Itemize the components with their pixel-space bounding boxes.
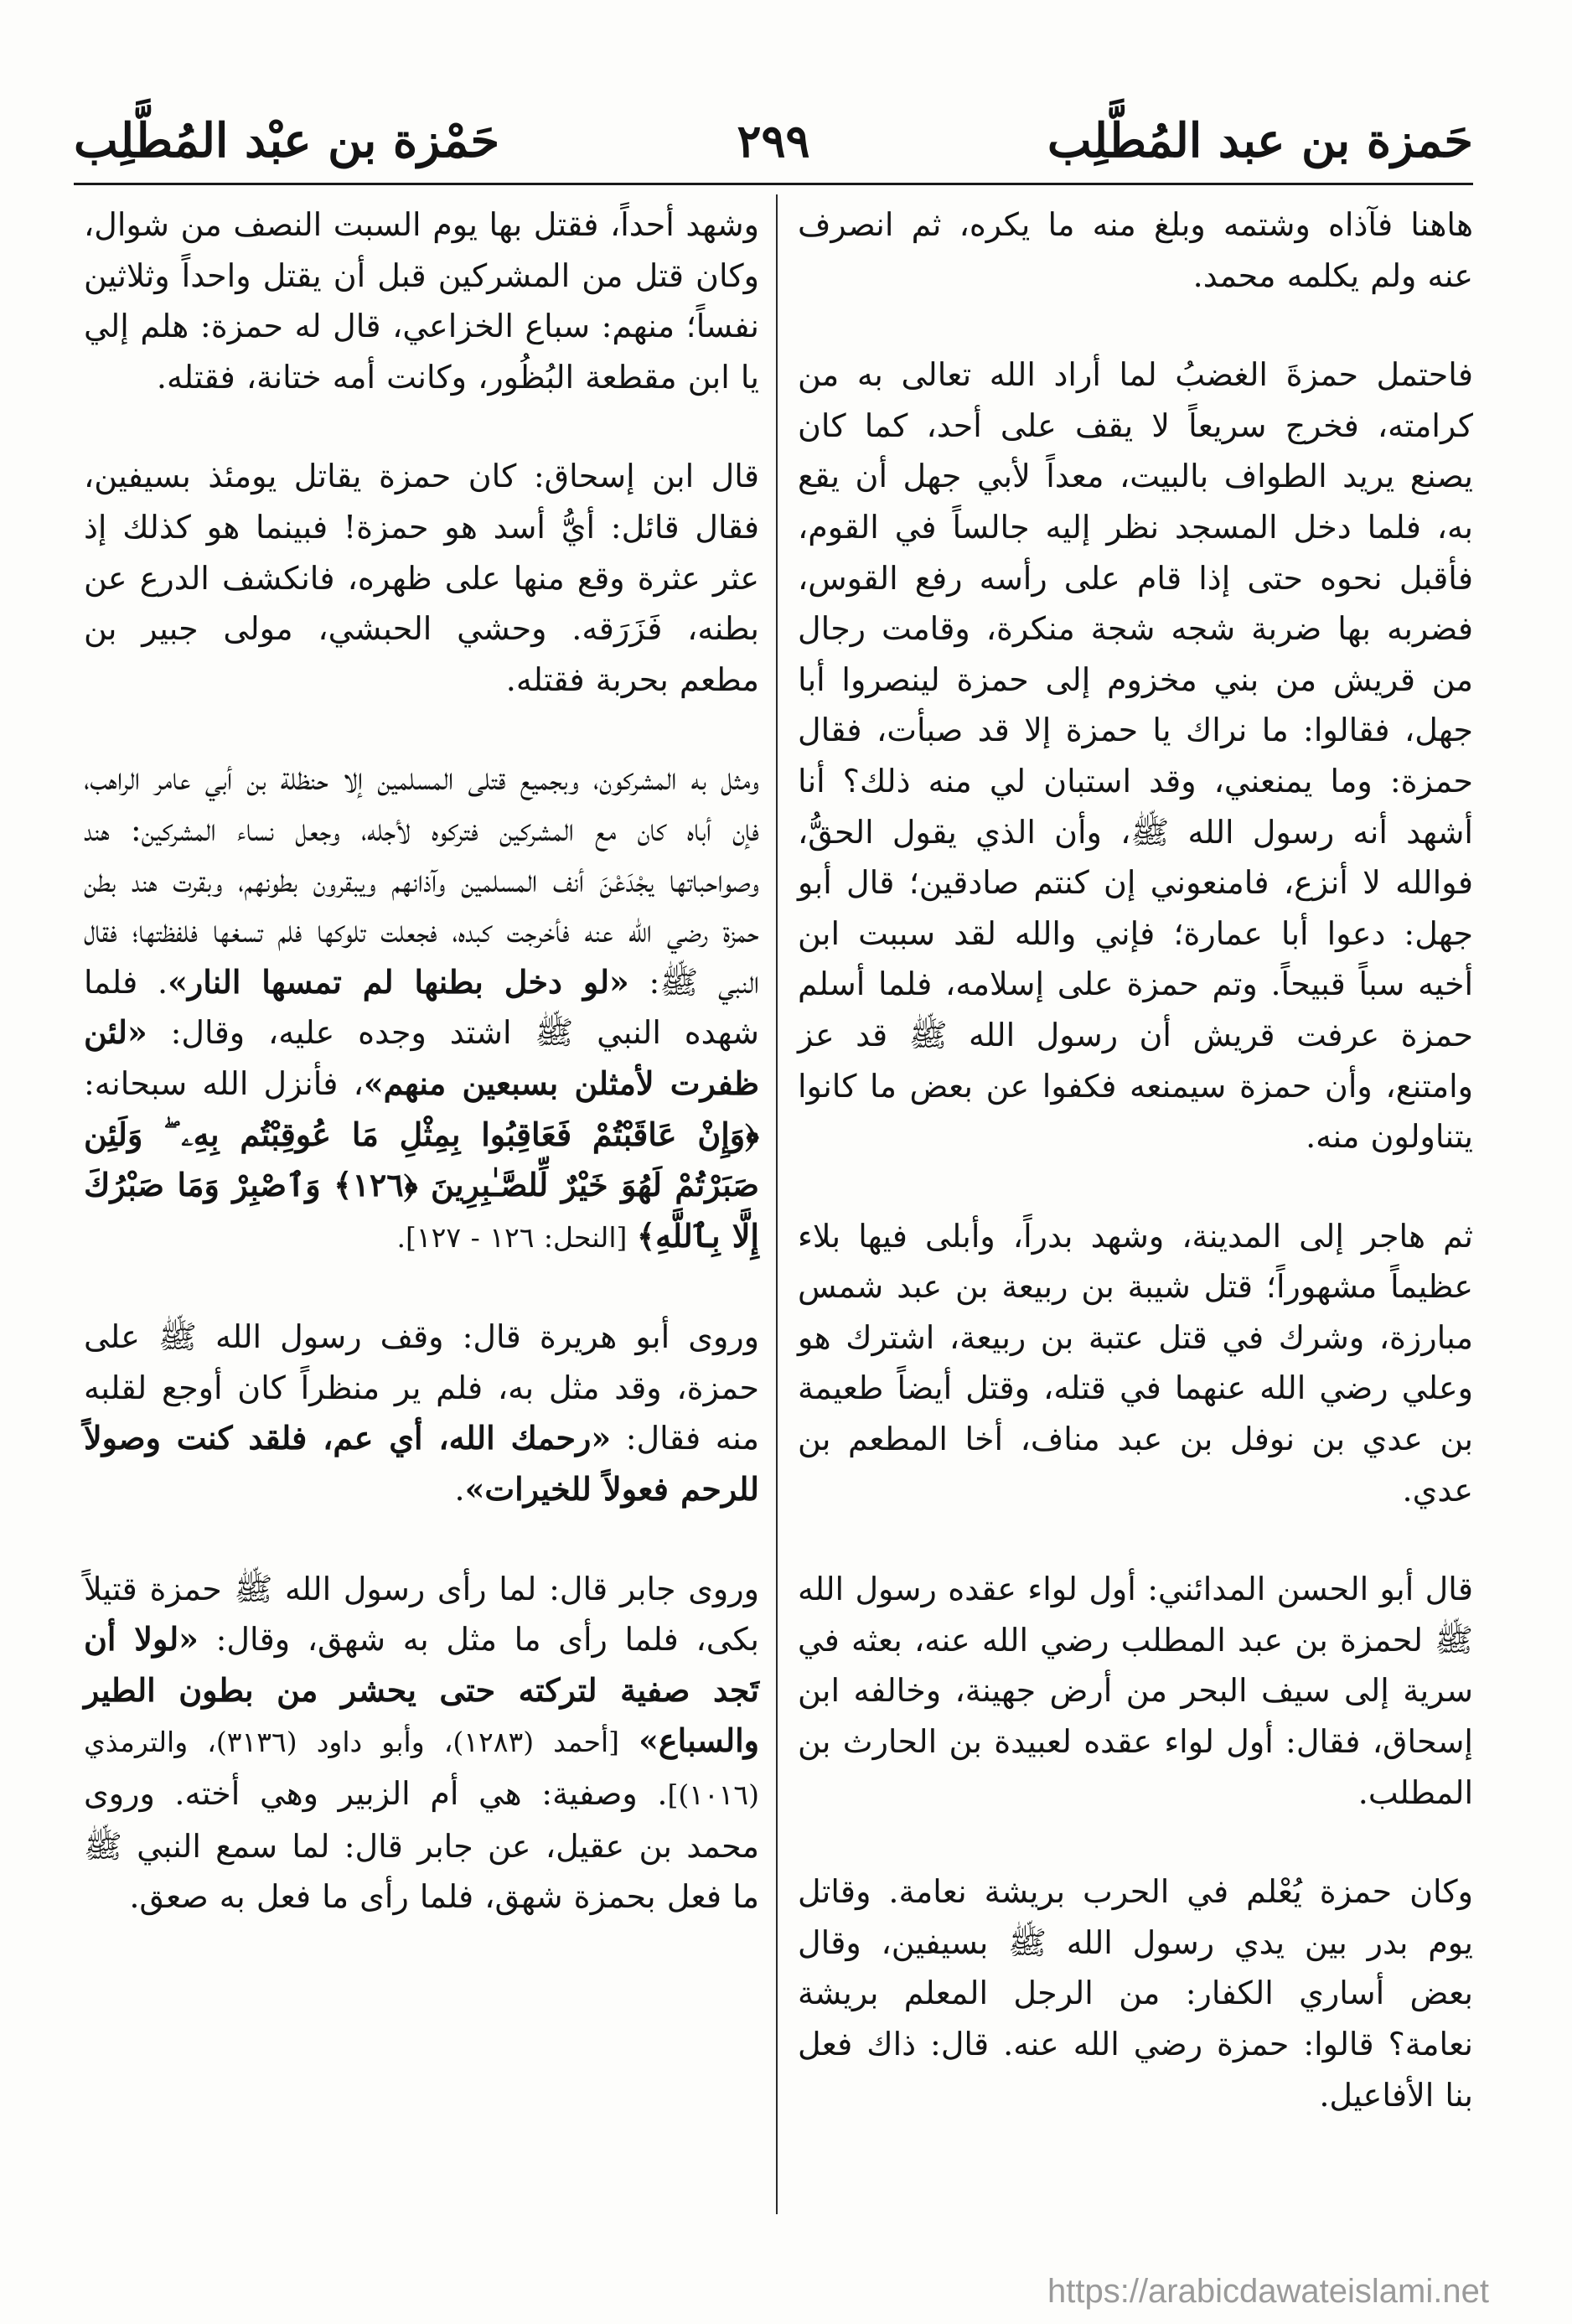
page-number: ٢٩٩ <box>737 114 810 168</box>
hadith-citation: [أحمد (١٢٨٣)، وأبو داود (٣١٣٦)، والترمذي (١٠١٦)] <box>84 1726 759 1812</box>
text-run: . فلما شهده النبي ﷺ اشتد وجده عليه، وقال: <box>84 963 759 1052</box>
paragraph <box>84 753 759 1263</box>
paragraph: ثم هاجر إلى المدينة، وشهد بدراً، وأبلى فيها بلاء عظيماً مشهوراً؛ قتل شيبة بن ربيعة بن عبد شمس مبارزة، وشرك في قتل عتبة بن ربيعة، اشترك هو وعلي رضي الله عنهما في قتله، وقتل أيضاً طعيمة بن عدي بن نوفل بن عبد مناف، أخا المطعم بن عدي. <box>798 1217 1473 1509</box>
running-title-right: حَمزة بن عبد المُطَّلِب <box>1047 113 1473 168</box>
paragraph: وشهد أحداً، فقتل بها يوم السبت النصف من شوال، وكان قتل من المشركين قبل أن يقتل واحداً وثلاثين نفساً؛ منهم: سباع الخزاعي، قال له حمزة: هلم إلي يا ابن مقطعة البُظُور، وكانت أمه ختانة، فقتله. <box>84 206 759 396</box>
hadith-quote: «لو دخل بطنها لم تمسها النار» <box>168 962 629 1001</box>
watermark-url: https://arabicdawateislami.net <box>1047 2273 1489 2310</box>
hadith-quote: «رحمك الله، أي عم، فلقد كنت وصولاً للرحم فعولاً للخيرات» <box>84 1419 759 1509</box>
verse-citation: [النحل: ١٢٦ - ١٢٧]. <box>396 1220 637 1254</box>
text-run: . <box>454 1471 465 1509</box>
left-column <box>84 199 759 1971</box>
quran-verse: ﴿وَإِنْ عَاقَبْتُمْ فَعَاقِبُوا بِمِثْلِ مَا عُوقِبْتُم بِهِۦ ۖ وَلَئِن صَبَرْتُمْ لَهُوَ خَيْرٌ لِّلصَّـٰبِرِينَ ﴿١٢٦﴾ وَٱصْبِرْ وَمَا صَبْرُكَ إِلَّا بِٱللَّهِ﴾ <box>84 1115 759 1255</box>
paragraph <box>84 1312 759 1514</box>
paragraph: فاحتمل حمزةَ الغضبُ لما أراد الله تعالى به من كرامته، فخرج سريعاً لا يقف على أحد، كما كان يصنع يريد الطواف بالبيت، معداً لأبي جهل أن يقع به، فلما دخل المسجد نظر إليه جالساً في القوم، فأقبل نحوه حتى إذا قام على رأسه رفع القوس، فضربه بها ضربة شجه شجة منكرة، وقامت رجال من قريش من بني مخزوم إلى حمزة لينصروا أبا جهل، فقالوا: ما نراك يا حمزة إلا قد صبأت، فقال حمزة: وما يمنعني، وقد استبان لي منه ذلك؟ أنا أشهد أنه رسول الله ﷺ، وأن الذي يقول الحقُّ، فوالله لا أنزع، فامنعوني إن كنتم صادقين؛ قال أبو جهل: دعوا أبا عمارة؛ فإني والله لقد سببت ابن أخيه سباً قبيحاً. وتم حمزة على إسلامه، فلما أسلم حمزة عرفت قريش أن رسول الله ﷺ قد عز وامتنع، وأن حمزة سيمنعه فكفوا عن بعض ما كانوا يتناولون منه. <box>798 356 1473 1156</box>
header-rule <box>74 183 1473 185</box>
text-run: ، فأنزل الله سبحانه: <box>84 1064 364 1102</box>
paragraph: هاهنا فآذاه وشتمه وبلغ منه ما يكره، ثم انصرف عنه ولم يكلمه محمد. <box>798 206 1473 294</box>
hadith-quote: «لئن ظفرت لأمثلن بسبعين منهم» <box>84 1013 759 1102</box>
hadith-quote: «لولا أن تَجد صفية لتركته حتى يحشر من بطون الطير والسباع» <box>84 1620 759 1760</box>
page-header <box>74 99 1473 183</box>
text-run: ومثل به المشركون، وبجميع قتلى المسلمين إلا حنظلة بن أبي عامر الراهب، فإن أباه كان مع المشركين فتركوه لأجله، وجعل نساء المشركين: هند وصواحباتها يجْدَعْنَ أنف المسلمين وآذانهم ويبقرون بطونهم، وبقرت هند بطن حمزة رضي الله عنه فأخرجت كبده، فجعلت تلوكها فلم تسغها فلفظتها؛ فقال النبي ﷺ: <box>84 760 759 1001</box>
paragraph: قال أبو الحسن المدائني: أول لواء عقده رسول الله ﷺ لحمزة بن عبد المطلب رضي الله عنه، بعثه في سرية إلى سيف البحر من أرض جهينة، وخالفه ابن إسحاق، فقال: أول لواء عقده لعبيدة بن الحارث بن المطلب. <box>798 1571 1473 1811</box>
paragraph: قال ابن إسحاق: كان حمزة يقاتل يومئذ بسيفين، فقال قائل: أيُّ أسد هو حمزة! فبينما هو كذلك إذ عثر عثرة وقع منها على ظهره، فانكشف الدرع عن بطنه، فَزَرَقه. وحشي الحبشي، مولى جبير بن مطعم بحربة فقتله. <box>84 458 759 698</box>
right-column <box>798 199 1473 2169</box>
text-run: وروى أبو هريرة قال: وقف رسول الله ﷺ على حمزة، وقد مثل به، فلم ير منظراً كان أوجع لقلبه منه فقال: <box>84 1318 759 1457</box>
text-run: وروى جابر قال: لما رأى رسول الله ﷺ حمزة قتيلاً بكى، فلما رأى ما مثل به شهق، وقال: <box>84 1570 760 1659</box>
column-divider <box>776 194 778 2214</box>
paragraph: وكان حمزة يُعْلم في الحرب بريشة نعامة. وقاتل يوم بدر بين يدي رسول الله ﷺ بسيفين، وقال بعض أساري الكفار: من الرجل المعلم بريشة نعامة؟ قالوا: حمزة رضي الله عنه. قال: ذاك فعل بنا الأفاعيل. <box>798 1873 1473 2114</box>
paragraph <box>84 1564 759 1923</box>
running-title-left: حَمْزة بن عبْد المُطَّلِب <box>74 113 500 168</box>
text-run: . وصفية: هي أم الزبير وهي أخته. وروى محمد بن عقيل، عن جابر قال: لما سمع النبي ﷺ ما فعل بحمزة شهق، فلما رأى ما فعل به صعق. <box>84 1775 759 1916</box>
